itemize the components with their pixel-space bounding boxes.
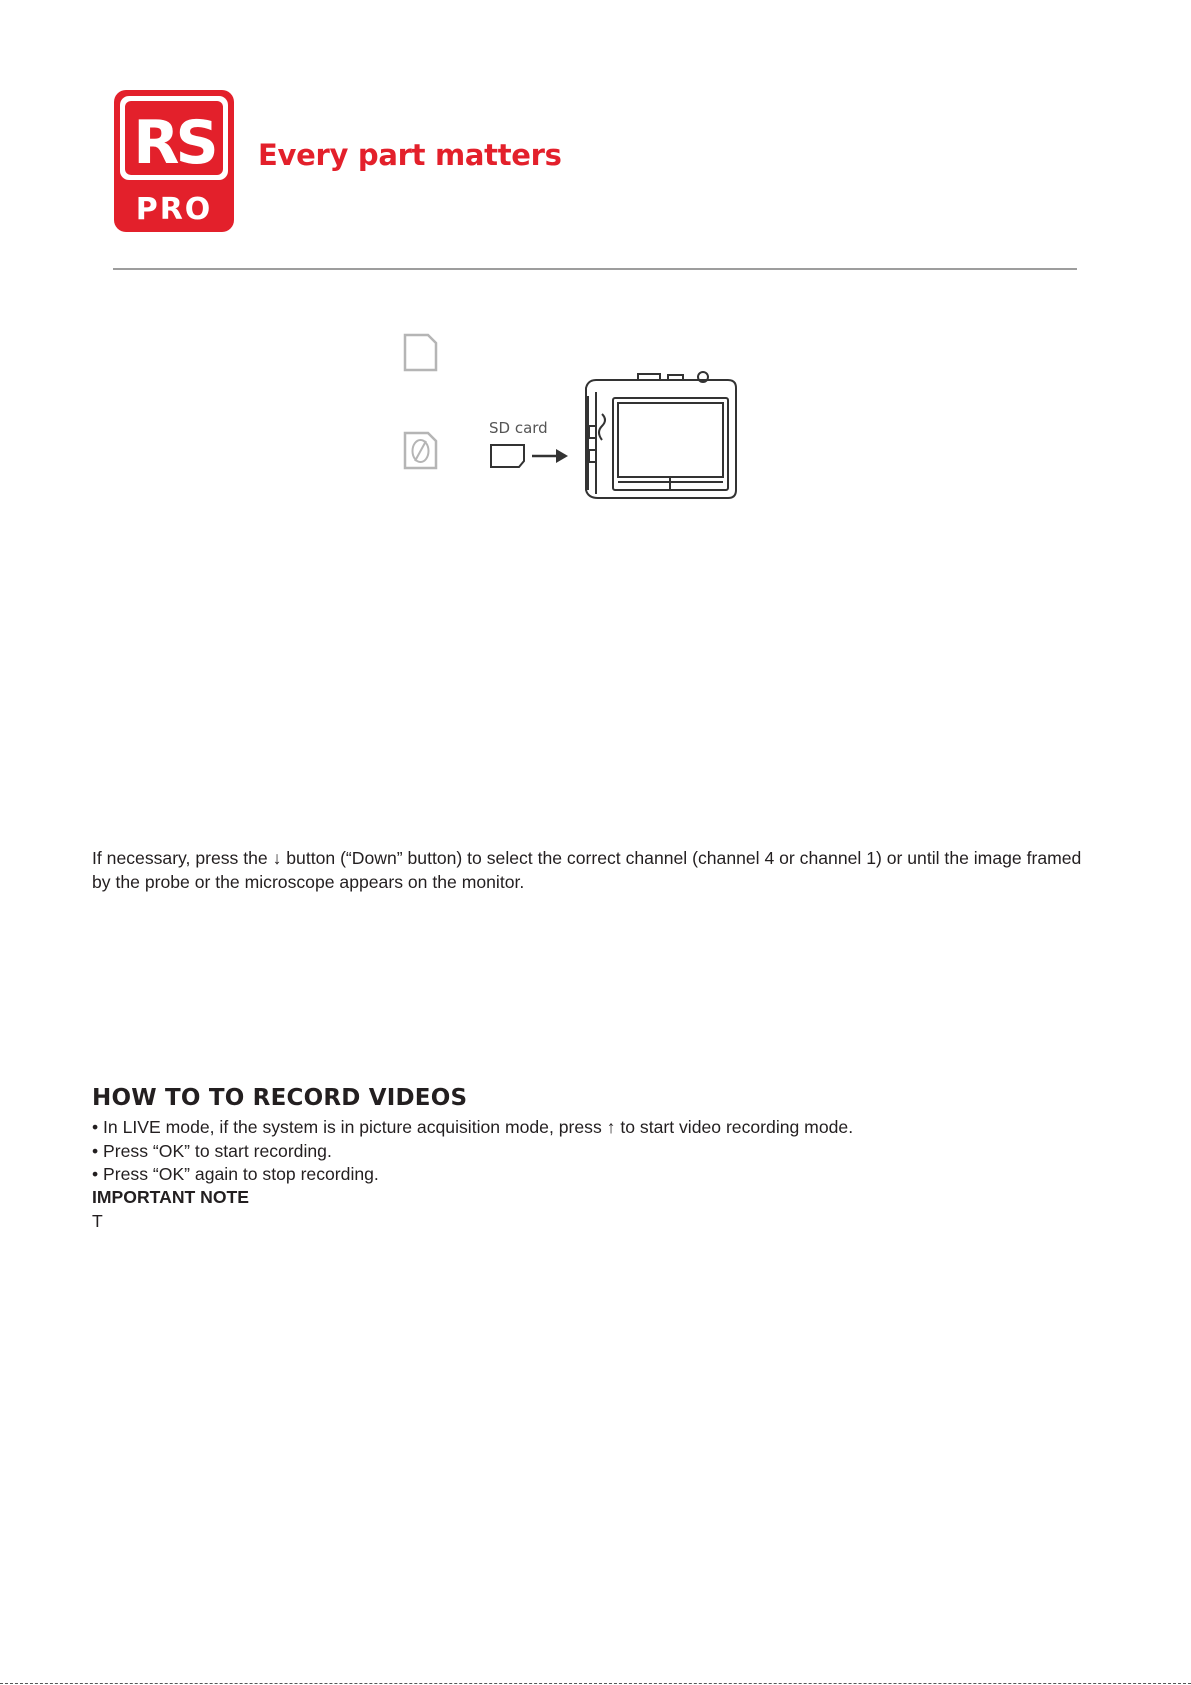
svg-text:PRO: PRO: [135, 192, 213, 227]
sd-card-outline-icon: [405, 335, 436, 370]
important-note-title: IMPORTANT NOTE: [92, 1187, 250, 1207]
recording-steps-list: [92, 1116, 853, 1187]
header-divider: [113, 268, 1077, 270]
brand-tagline: Every part matters: [258, 138, 562, 172]
page-bottom-border: [0, 1683, 1191, 1684]
list-item: • Press “OK” again to stop recording.: [92, 1164, 379, 1184]
important-note-text: T: [92, 1211, 103, 1231]
section-heading-record-videos: HOW TO TO RECORD VIDEOS: [92, 1085, 468, 1111]
rs-pro-logo: [114, 90, 234, 232]
channel-selection-paragraph: If necessary, press the ↓ button (“Down” button) to select the correct channel (channel 4 or channel 1) or until the image framed by the probe or the microscope appears on the monitor.: [92, 848, 1082, 892]
arrow-right-icon: [532, 449, 568, 463]
list-item: • Press “OK” to start recording.: [92, 1140, 332, 1161]
sd-card-prohibited-icon: [405, 433, 436, 468]
svg-text:SD card: SD card: [489, 419, 548, 437]
list-item: • In LIVE mode, if the system is in picture acquisition mode, press ↑ to start video recording mode.: [92, 1117, 854, 1137]
sd-card-insertion-illustration: [398, 330, 748, 510]
svg-text:RS: RS: [133, 108, 215, 178]
monitor-device-icon: [586, 372, 736, 498]
